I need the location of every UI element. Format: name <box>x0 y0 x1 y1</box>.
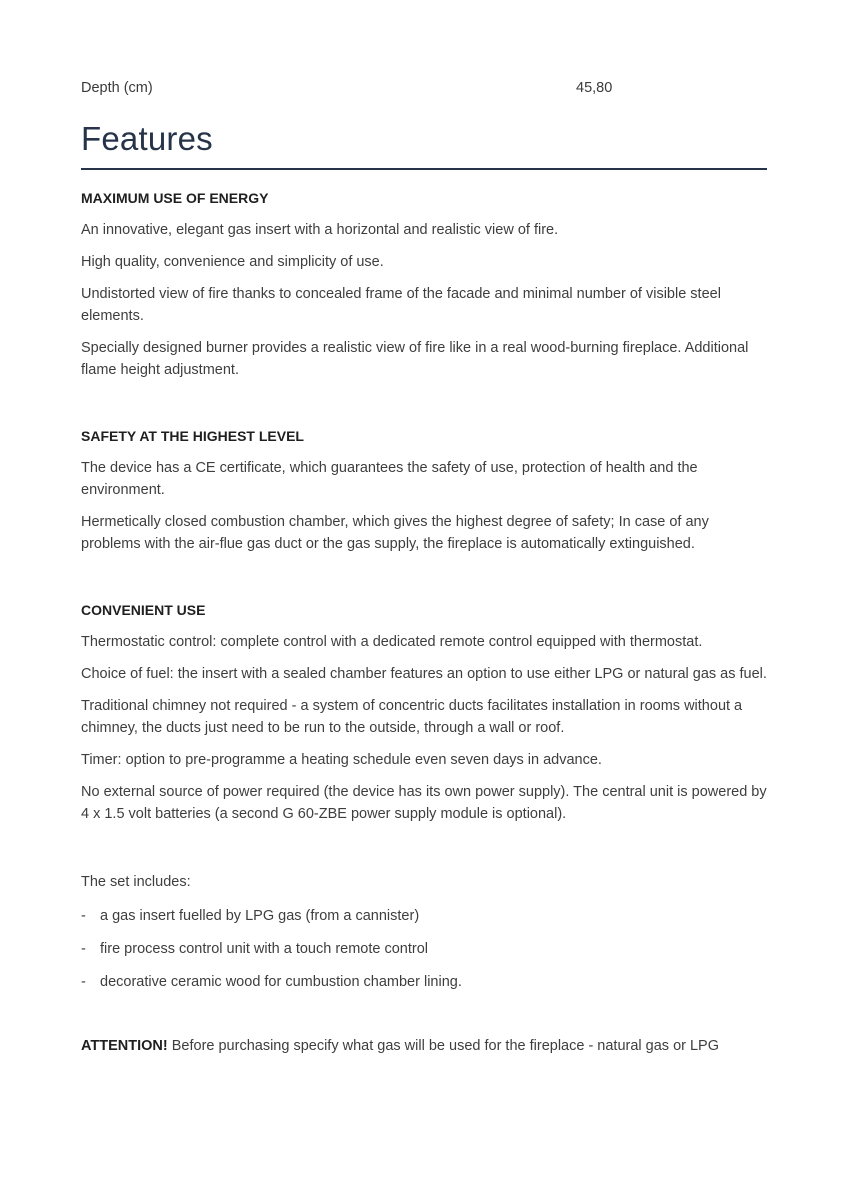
dash-bullet-icon: - <box>81 941 86 957</box>
title-divider <box>81 168 767 170</box>
list-item-text: fire process control unit with a touch remote control <box>100 941 429 957</box>
list-item-text: a gas insert fuelled by LPG gas (from a cannister) <box>100 908 420 924</box>
paragraph: Traditional chimney not required - a system of concentric ducts facilitates installation in rooms without a chimney, the ducts just need to be run to the outside, through a wall or roof. <box>81 698 743 736</box>
dash-bullet-icon: - <box>81 974 86 990</box>
dash-bullet-icon: - <box>81 908 86 924</box>
features-content <box>81 189 767 1057</box>
section-convenient-use <box>81 601 767 825</box>
paragraph: High quality, convenience and simplicity of use. <box>81 254 384 270</box>
paragraph: No external source of power required (the device has its own power supply). The central unit is powered by 4 x 1.5 volt batteries (a second G 60-ZBE power supply module is optional). <box>81 784 767 822</box>
section-heading: CONVENIENT USE <box>81 602 206 618</box>
section-heading: SAFETY AT THE HIGHEST LEVEL <box>81 428 304 444</box>
paragraph: An innovative, elegant gas insert with a horizontal and realistic view of fire. <box>81 222 559 238</box>
section-heading: MAXIMUM USE OF ENERGY <box>81 190 269 206</box>
paragraph: Hermetically closed combustion chamber, which gives the highest degree of safety; In case of any problems with the air-flue gas duct or the gas supply, the fireplace is automatically extinguished. <box>81 514 709 552</box>
set-intro: The set includes: <box>81 874 191 890</box>
list-item <box>81 938 767 960</box>
paragraph: Timer: option to pre-programme a heating schedule even seven days in advance. <box>81 752 602 768</box>
list-item <box>81 905 767 927</box>
attention-text: Before purchasing specify what gas will be used for the fireplace - natural gas or LPG <box>167 1038 720 1054</box>
set-list <box>81 905 767 993</box>
paragraph: Undistorted view of fire thanks to concealed frame of the facade and minimal number of visible steel elements. <box>81 286 721 324</box>
paragraph: The device has a CE certificate, which guarantees the safety of use, protection of health and the environment. <box>81 460 698 498</box>
paragraph: Thermostatic control: complete control with a dedicated remote control equipped with thermostat. <box>81 634 703 650</box>
spec-label: Depth (cm) <box>81 80 153 96</box>
list-item-text: decorative ceramic wood for cumbustion chamber lining. <box>100 974 462 990</box>
spec-value: 45,80 <box>576 80 613 96</box>
section-maximum-use-of-energy <box>81 189 767 381</box>
page-title: Features <box>81 120 213 157</box>
list-item <box>81 971 767 993</box>
attention-label: ATTENTION! <box>81 1038 168 1054</box>
paragraph: Choice of fuel: the insert with a sealed chamber features an option to use either LPG or natural gas as fuel. <box>81 666 767 682</box>
attention-note <box>81 1035 767 1057</box>
paragraph: Specially designed burner provides a realistic view of fire like in a real wood-burning fireplace. Additional flame height adjustment. <box>81 340 749 378</box>
section-safety <box>81 427 767 555</box>
